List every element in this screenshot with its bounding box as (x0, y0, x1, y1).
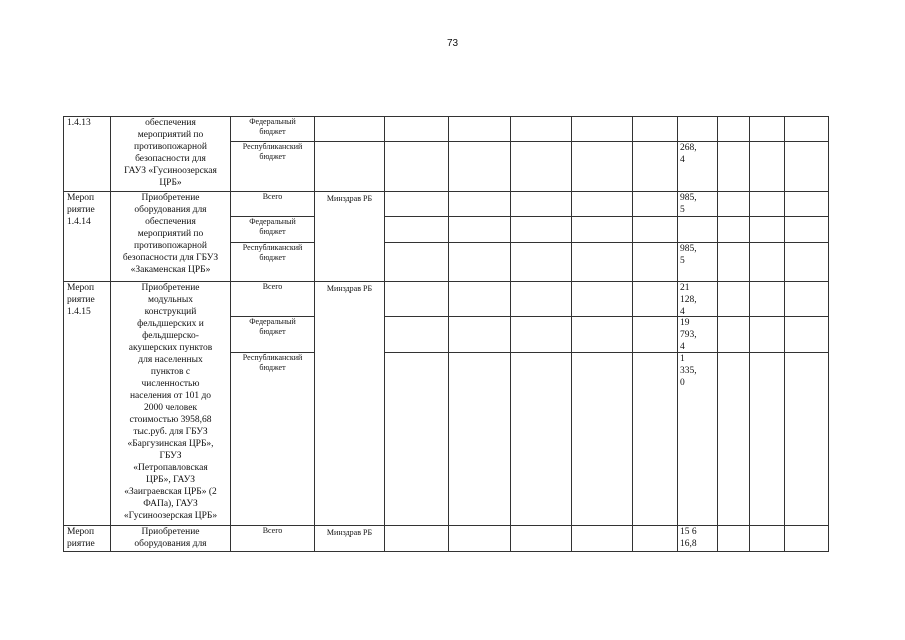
measure-description: Приобретение модульных конструкций фельдшерских и фельдшерско- акушерских пунктов для населенных пунктов с численностью населения от 101 до 2000 человек стоимостью 3958,68 тыс.руб. для ГБУЗ «Баргузинская ЦРБ», ГБУЗ «Петропавловская ЦРБ», ГАУЗ «Заиграевская ЦРБ» (2 ФАПа), ГАУЗ «Гусиноозерская ЦРБ» (123, 283, 218, 521)
measure-description: обеспечения мероприятий по противопожарной безопасности для ГАУЗ «Гусиноозерская ЦРБ» (124, 118, 217, 188)
page-number: 73 (446, 38, 459, 49)
funding-source: Федеральный бюджет (249, 217, 296, 236)
column-border (784, 116, 785, 551)
row-border (63, 551, 829, 552)
measure-description: Приобретение оборудования для (134, 527, 207, 549)
line-border (384, 216, 829, 217)
line-border (314, 141, 385, 142)
funding-source: Республиканский бюджет (242, 353, 303, 372)
funding-source: Республиканский бюджет (242, 243, 303, 262)
column-border (749, 116, 750, 551)
funding-source: Всего (262, 282, 283, 291)
column-border (828, 116, 829, 551)
executor: Минздрав РБ (326, 528, 373, 537)
amount-value (678, 117, 717, 141)
column-border (384, 116, 385, 551)
funding-source: Федеральный бюджет (249, 317, 296, 336)
measure-id: Мероп риятие 1.4.15 (67, 283, 95, 317)
amount-value: 985, 5 (680, 244, 697, 266)
column-border (510, 116, 511, 551)
amount-value: 268, 4 (680, 143, 697, 165)
measure-id: Мероп риятие 1.4.14 (67, 193, 95, 227)
line-border (384, 141, 829, 142)
measure-id: Мероп риятие (67, 527, 95, 549)
funding-source: Республиканский бюджет (242, 142, 303, 161)
funding-source: Всего (262, 192, 283, 201)
amount-value: 15 6 16,8 (680, 527, 697, 549)
column-border (717, 116, 718, 551)
executor (315, 117, 384, 191)
amount-value: 21 128, 4 (680, 283, 697, 316)
line-border (384, 242, 829, 243)
column-border (632, 116, 633, 551)
amount-value: 1 335, 0 (680, 354, 697, 388)
line-border (384, 352, 829, 353)
measure-description: Приобретение оборудования для обеспечения мероприятий по противопожарной безопасности для ГБУЗ «Закаменская ЦРБ» (122, 193, 219, 275)
amount-value: 985, 5 (680, 193, 697, 215)
amount-value: 19 793, 4 (680, 318, 697, 352)
executor: Минздрав РБ (326, 284, 373, 293)
measure-id: 1.4.13 (67, 118, 91, 128)
amount-value (678, 217, 717, 242)
funding-source: Федеральный бюджет (249, 117, 296, 136)
funding-source: Всего (262, 526, 283, 535)
executor: Минздрав РБ (326, 194, 373, 203)
line-border (384, 316, 829, 317)
column-border (448, 116, 449, 551)
column-border (571, 116, 572, 551)
